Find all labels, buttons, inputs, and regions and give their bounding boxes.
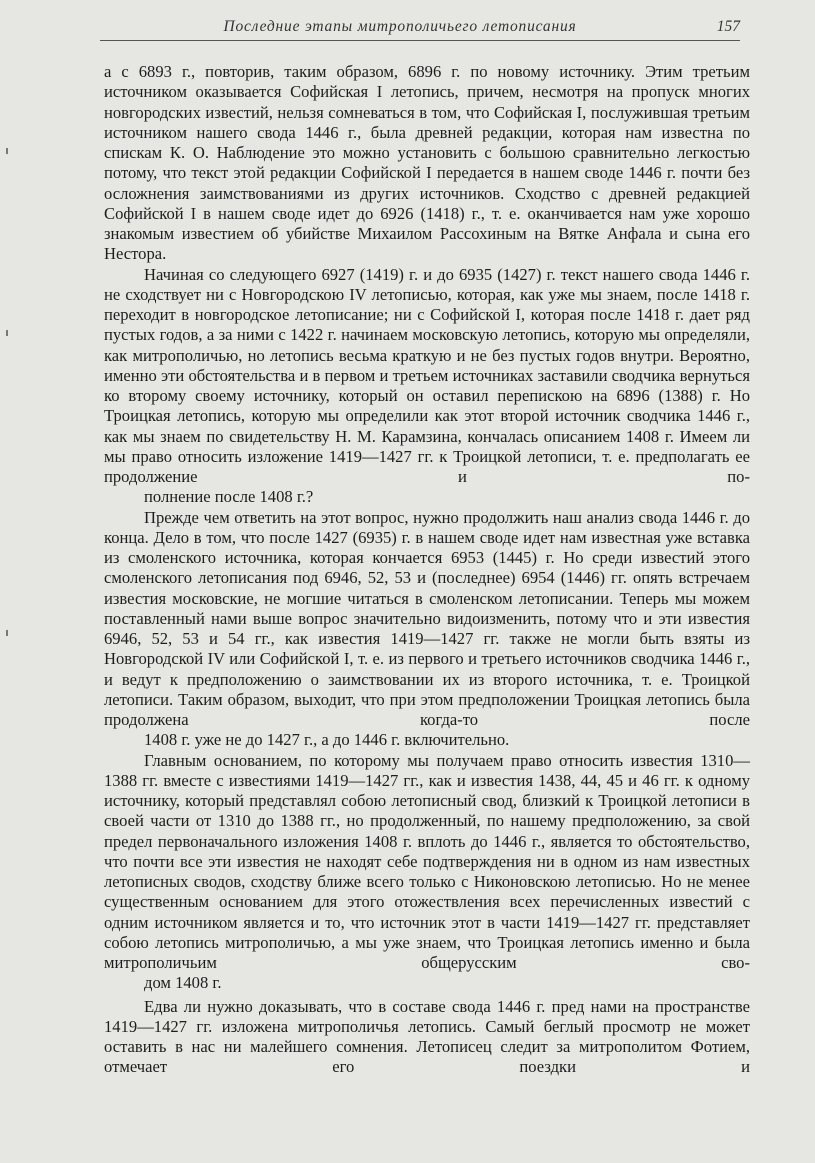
- margin-mark: [6, 630, 8, 636]
- paragraph: [104, 751, 750, 994]
- paragraph-text: Начиная со следующего 6927 (1419) г. и до 6935 (1427) г. текст нашего свода 1446 г. не сходствует ни с Новгородскою IV летописью, которая, как уже мы знаем, после 1418 г. переходит в новгородское летописание; ни с Софийской I, которая после 1418 г. дает ряд пустых годов, а за ними с 1422 г. начинаем московскую летопись, которую мы определяли, как митрополичью, но летопись весьма краткую и не без пустых годов внутри. Вероятно, именно эти обстоятельства и в первом и третьем источниках заставили сводчика вернуться ко второму своему источнику, который он оставил перепискою на 6896 (1388) г. Но Троицкая летопись, которую мы определили как этот второй источник сводчика 1446 г., как мы знаем по свидетельству Н. М. Карамзина, кончалась описанием 1408 г. Имеем ли мы право относить изложение 1419—1427 гг. к Троицкой летописи, т. е. предполагать ее продолжение и по-: [104, 264, 750, 486]
- margin-mark: [6, 148, 8, 154]
- body-text: [104, 62, 750, 1078]
- paragraph-text: Прежде чем ответить на этот вопрос, нужно продолжить наш анализ свода 1446 г. до конца. Дело в том, что после 1427 (6935) г. в нашем своде идет нам известная уже вставка из смоленского источника, которая кончается 6953 (1445) г. Но среди известий этого смоленского летописания под 6946, 52, 53 и (последнее) 6954 (1446) гг. опять встречаем известия московские, не могшие читаться в смоленском летописании. Теперь мы можем поставленный нами выше вопрос значительно видоизменить, потому что и эти известия 6946, 52, 53 и 54 гг., как известия 1419—1427 гг. также не могли быть взяты из Новгородской IV или Софийской I, т. е. из первого и третьего источников сводчика 1446 г., и ведут к предположению о заимствовании их из второго источника, т. е. Троицкой летописи. Таким образом, выходит, что при этом предположении Троицкая летопись была продолжена когда-то после: [104, 507, 750, 729]
- paragraph-last-line: Нестора.: [104, 244, 167, 264]
- paragraph: [104, 997, 750, 1078]
- paragraph-text: а с 6893 г., повторив, таким образом, 6896 г. по новому источнику. Этим третьим источником оказывается Софийская I летопись, причем, несмотря на пропуск многих новгородских известий, нельзя сомневаться в том, что Софийская I, послужившая третьим источником нашего свода 1446 г., была древней редакции, которая нам известна по спискам К. О. Наблюдение это можно установить с большою сравнительно легкостью потому, что текст этой редакции Софийской I передается в нашем своде 1446 г. почти без осложнения заимствованиями из других источников. Сходство с древней редакцией Софийской I в нашем своде идет до 6926 (1418) г., т. е. оканчивается нам уже хорошо знакомым известием об убийстве Михаилом Рассохиным на Вятке Анфала и сына его: [104, 62, 750, 243]
- running-title: Последние этапы митрополичьего летописания: [223, 18, 577, 35]
- paragraph-last-line: 1408 г. уже не до 1427 г., а до 1446 г. включительно.: [144, 730, 510, 750]
- paragraph: [104, 508, 750, 751]
- paragraph-text: Едва ли нужно доказывать, что в составе свода 1446 г. пред нами на пространстве 1419—1427 гг. изложена митрополичья летопись. Самый беглый просмотр не может оставить в нас ни малейшего сомнения. Летописец следит за митрополитом Фотием, отмечает его поездки и: [104, 996, 750, 1077]
- paragraph-last-line: полнение после 1408 г.?: [144, 487, 314, 507]
- paragraph: [104, 265, 750, 508]
- page-number: 157: [716, 18, 740, 35]
- paragraph-text: Главным основанием, по которому мы получаем право относить известия 1310—1388 гг. вместе с известиями 1419—1427 гг., как и известия 1438, 44, 45 и 46 гг. к одному источнику, который представлял собою летописный свод, близкий к Троицкой летописи в своей части от 1310 до 1388 гг., но продолженный, по нашему предположению, за свой предел первоначального изложения 1408 г. вплоть до 1446 г., является то обстоятельство, что почти все эти известия не находят себе подтверждения ни в одном из нам известных летописных сводов, сходству ближе всего только с Никоновскою летописью. Но не менее существенным основанием для этого отожествления всех перечисленных известий с одним источником является и то, что источник этот в части 1419—1427 гг. представляет собою летопись митрополичью, а мы уже знаем, что Троицкая летопись именно и была митрополичьим общерусским сво-: [104, 750, 750, 972]
- paragraph-last-line: дом 1408 г.: [144, 973, 222, 993]
- margin-mark: [6, 330, 8, 336]
- paragraph: [104, 62, 750, 265]
- running-header: [100, 14, 740, 41]
